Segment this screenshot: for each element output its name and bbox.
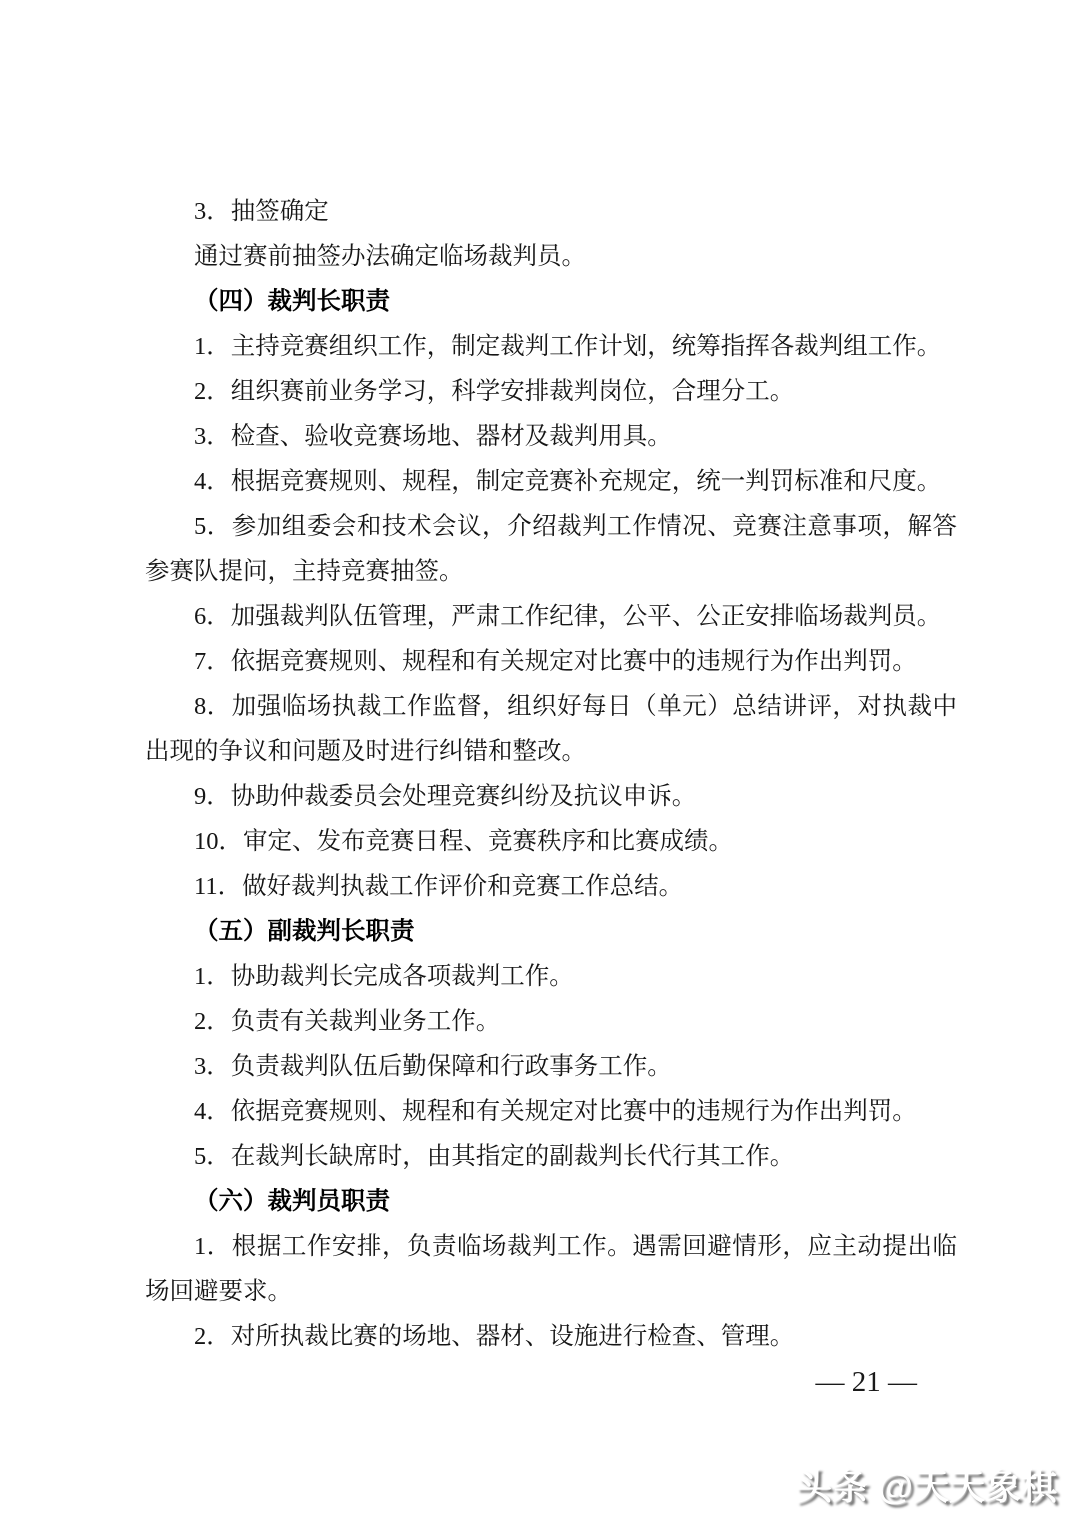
paragraph: 3．检查、验收竞赛场地、器材及裁判用具。: [194, 423, 672, 450]
paragraph: 11．做好裁判执裁工作评价和竞赛工作总结。: [194, 873, 684, 900]
paragraph: 1．根据工作安排，负责临场裁判工作。遇需回避情形，应主动提出临场回避要求。: [145, 1233, 957, 1305]
paragraph: 2．负责有关裁判业务工作。: [194, 1008, 501, 1035]
page-number: — 21 —: [815, 1366, 917, 1398]
watermark: 头条 @天天象棋: [795, 1466, 1057, 1507]
paragraph: 通过赛前抽签办法确定临场裁判员。: [194, 243, 586, 270]
paragraph: 1．主持竞赛组织工作，制定裁判工作计划，统筹指挥各裁判组工作。: [194, 333, 942, 360]
paragraph: 7．依据竞赛规则、规程和有关规定对比赛中的违规行为作出判罚。: [194, 648, 917, 675]
section-heading: （四）裁判长职责: [194, 288, 390, 315]
document-body: [145, 189, 957, 1359]
paragraph: 8．加强临场执裁工作监督，组织好每日（单元）总结讲评，对执裁中出现的争议和问题及时进行纠错和整改。: [145, 693, 957, 765]
section-heading: （五）副裁判长职责: [194, 918, 415, 945]
paragraph: 4．依据竞赛规则、规程和有关规定对比赛中的违规行为作出判罚。: [194, 1098, 917, 1125]
paragraph: 5．参加组委会和技术会议，介绍裁判工作情况、竞赛注意事项，解答参赛队提问，主持竞赛抽签。: [145, 513, 957, 585]
paragraph: 9．协助仲裁委员会处理竞赛纠纷及抗议申诉。: [194, 783, 697, 810]
paragraph: 2．组织赛前业务学习，科学安排裁判岗位，合理分工。: [194, 378, 795, 405]
paragraph: 6．加强裁判队伍管理，严肃工作纪律，公平、公正安排临场裁判员。: [194, 603, 942, 630]
paragraph: 4．根据竞赛规则、规程，制定竞赛补充规定，统一判罚标准和尺度。: [194, 468, 942, 495]
paragraph: 5．在裁判长缺席时，由其指定的副裁判长代行其工作。: [194, 1143, 795, 1170]
paragraph: 10．审定、发布竞赛日程、竞赛秩序和比赛成绩。: [194, 828, 733, 855]
paragraph: 2．对所执裁比赛的场地、器材、设施进行检查、管理。: [194, 1323, 795, 1350]
paragraph: 1．协助裁判长完成各项裁判工作。: [194, 963, 574, 990]
paragraph: 3．负责裁判队伍后勤保障和行政事务工作。: [194, 1053, 672, 1080]
section-heading: （六）裁判员职责: [194, 1188, 390, 1215]
paragraph: 3．抽签确定: [194, 198, 329, 225]
